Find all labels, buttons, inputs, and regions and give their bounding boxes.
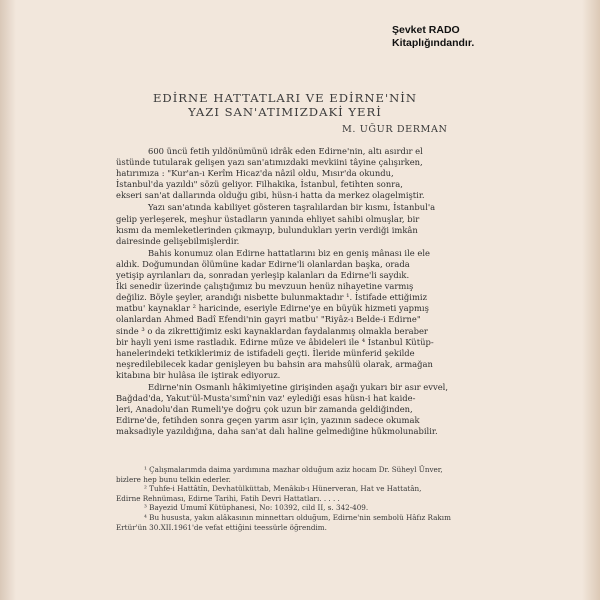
article-body [116, 146, 468, 438]
footnote-line: ³ Bayezid Umumî Kütüphanesi, No: 10392, cild II, s. 342-409. [144, 503, 369, 513]
text-line: olanlardan Ahmed Badî Efendi'nin gayri matbu' "Riyâz-ı Belde-i Edirne" [116, 314, 421, 325]
paragraph [116, 248, 468, 381]
article-title [120, 91, 450, 119]
text-line: sinde ³ o da zikrettiğimiz eski kaynaklardan faydalanmış olmakla beraber [116, 325, 428, 336]
text-line: Yazı san'atında kabiliyet gösteren taşralılardan bir kısmı, İstanbul'a [148, 202, 436, 213]
text-line: Edirne'de, fetihden sonra geçen yarım asır için, yazının sadece okumak [116, 415, 420, 426]
text-line: maksadiyle yazıldığına, daha san'at dalı haline gelmediğine hükmolunabilir. [116, 426, 438, 437]
stamp-line-1: Şevket RADO [392, 24, 460, 36]
ownership-stamp [392, 24, 474, 50]
text-line: İki senedir üzerinde çalıştığımız bu mevzuun henüz nihayetine varmış [116, 281, 414, 292]
text-line: Edirne'nin Osmanlı hâkimiyetine girişinden aşağı yukarı bir asır evvel, [148, 381, 448, 392]
text-line: 600 üncü fetih yıldönümünü idrâk eden Edirne'nin, altı asırdır el [148, 146, 423, 156]
text-line: aldık. Doğumundan ölümüne kadar Edirne'li olanlardan başka, orada [116, 258, 410, 269]
footnote-line: Edirne Rehnüması, Edirne Tarihi, Fatih Devri Hattatları. . . . . [116, 493, 340, 503]
text-line: İstanbul'da yazıldı" sözü geliyor. Filhakika, İstanbul, fetihten sonra, [116, 179, 403, 190]
paragraph [116, 382, 468, 437]
article-author: M. UĞUR DERMAN [342, 124, 448, 135]
text-line: bir hayli yeni isme rastladık. Edirne müze ve âbideleri ile ⁴ İstanbul Kütüp- [116, 336, 434, 347]
text-line: Bağdad'da, Yakut'ül-Musta'sımî'nin vaz' eylediği esas hüsn-i hat kaide- [116, 393, 416, 404]
text-line: matbu' kaynaklar ² haricinde, eseriyle Edirne'ye en büyük hizmeti yapmış [116, 303, 429, 314]
text-line: dairesinde gelişebilmişlerdir. [116, 235, 240, 246]
text-line: yetişip ayrılanları da, sonradan yerleşip kalanları da Edirne'li saydık. [116, 270, 410, 281]
title-line-2: YAZI SAN'ATIMIZDAKİ YERİ [188, 105, 382, 119]
text-line: gelip yerleşerek, meşhur üstadların yanında ehliyet sahibi olmuşlar, bir [116, 213, 420, 224]
footnote [116, 465, 468, 484]
text-line: neşredilebilecek kadar genişleyen bu bahsin ara mahsûlü olarak, armağan [116, 358, 433, 369]
footnote-line: ² Tuhfe-i Hattâtîn, Devhatülküttab, Menâkıb-ı Hünerveran, Hat ve Hattatân, [144, 484, 422, 494]
page-edge-left [0, 0, 16, 600]
stamp-line-2: Kitaplığındandır. [392, 37, 475, 49]
text-line: değiliz. Böyle şeyler, arandığı nisbette bulunmaktadır ¹. İstifade ettiğimiz [116, 292, 428, 303]
text-line: kısmı da memleketlerinden çıkmayıp, bulundukları yerin verdiği imkân [116, 224, 418, 235]
footnote-line: ¹ Çalışmalarımda daima yardımına mazhar olduğum aziz hocam Dr. Süheyl Ünver, [144, 465, 443, 474]
title-line-1: EDİRNE HATTATLARI VE EDİRNE'NİN [152, 91, 418, 105]
footnote-line: Ertür'ün 30.XII.1961'de vefat ettiğini teessürle öğrendim. [116, 522, 327, 532]
text-line: ekseri san'at dallarında olduğu gibi, hüsn-i hatta da merkez olagelmiştir. [116, 190, 425, 201]
footnote [116, 503, 468, 513]
text-line: Bahis konumuz olan Edirne hattatlarını biz en geniş mânası ile ele [148, 247, 431, 258]
text-line: leri, Anadolu'dan Rumeli'ye doğru çok uzun bir zamanda geldiğinden, [116, 404, 413, 415]
footnote [116, 513, 468, 532]
footnote-line: ⁴ Bu hususta, yakın alâkasının minnettarı olduğum, Edirne'nin sembolü Hâfız Rakım [144, 512, 451, 522]
text-line: üstünde tutularak gelişen yazı san'atımızdaki mevkiini tâyine çalışırken, [116, 157, 423, 168]
paragraph [116, 146, 468, 201]
footnotes [116, 465, 468, 532]
page-edge-right [582, 0, 600, 600]
text-line: hanelerindeki tetkiklerimiz de istifadeli geçti. İleride münferid şekilde [116, 347, 415, 358]
paragraph [116, 202, 468, 246]
footnote-line: bizlere hep bunu telkin ederler. [116, 474, 231, 484]
text-line: hatırımıza : "Kur'an-ı Kerîm Hicaz'da nâzil oldu, Mısır'da okundu, [116, 168, 394, 179]
text-line: kitabına bir hulâsa ile iştirak ediyoruz. [116, 369, 281, 380]
footnote [116, 484, 468, 503]
